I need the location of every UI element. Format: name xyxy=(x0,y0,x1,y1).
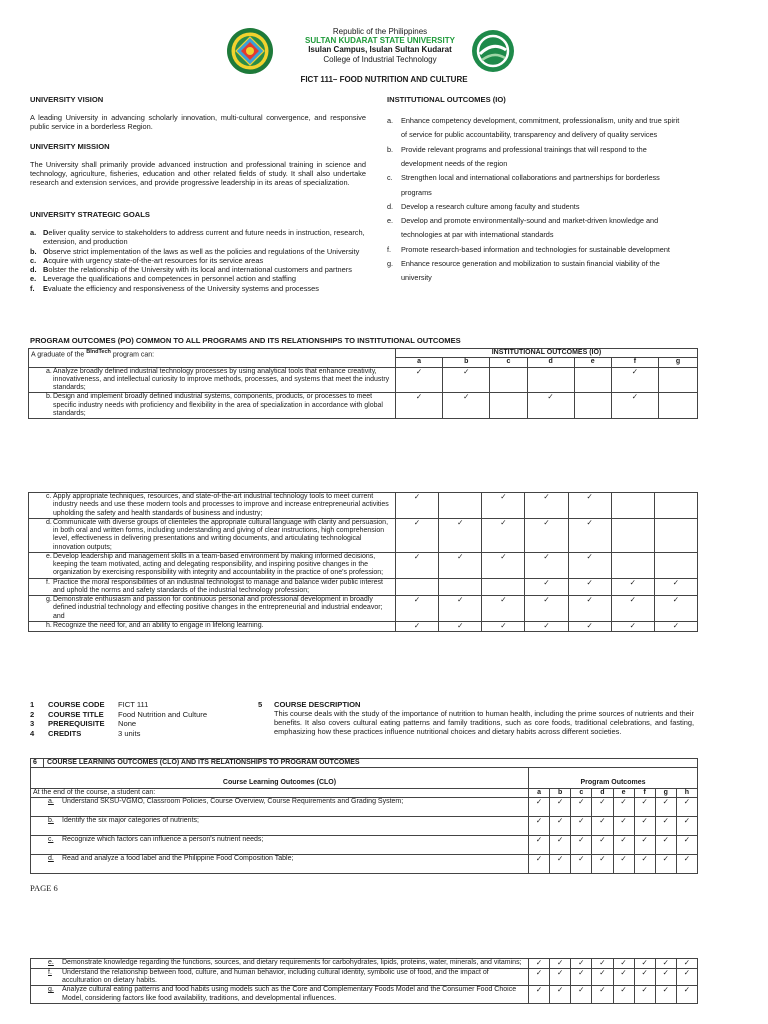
po-check-e: ✓ xyxy=(613,797,634,816)
po-check-a: ✓ xyxy=(529,797,550,816)
clo-text: Understand the relationship between food, culture, and human behavior, including cultural identity, symbolic use of food, and the impact of acculturation on dietary habits. xyxy=(62,968,489,985)
clo-text: Understand SKSU-VGMO, Classroom Policies, Course Overview, Course Requirements and Grading System; xyxy=(62,797,404,805)
mission-section xyxy=(30,142,366,188)
clo-row xyxy=(31,816,698,835)
io-check-f xyxy=(611,518,654,552)
republic-text: Republic of the Philippines xyxy=(332,27,428,36)
io-section xyxy=(387,95,687,286)
io-text: Develop a research culture among faculty and students xyxy=(401,201,580,211)
university-name: SULTAN KUDARAT STATE UNIVERSITY xyxy=(305,36,455,46)
io-check-c: ✓ xyxy=(482,493,525,519)
po-statement xyxy=(29,493,396,519)
io-item xyxy=(387,171,687,200)
po-column-b: b xyxy=(550,788,571,797)
po-column-e: e xyxy=(613,788,634,797)
po-text: Analyze broadly defined industrial technology processes by using analytical tools that enhance creativity, innovativeness, and intellectual curiosity to improve methods, processes, and systems that meet the industry standards; xyxy=(53,367,390,391)
po-column-a: a xyxy=(529,788,550,797)
io-check-f: ✓ xyxy=(611,367,658,393)
po-column-f: f xyxy=(634,788,655,797)
io-check-d: ✓ xyxy=(525,518,568,552)
io-check-a: ✓ xyxy=(396,493,439,519)
po-check-f: ✓ xyxy=(634,968,655,986)
po-section-title: PROGRAM OUTCOMES (PO) COMMON TO ALL PROGRAMS AND ITS RELATIONSHIPS TO INSTITUTIONAL OUTCOMES xyxy=(30,336,461,345)
io-check-a: ✓ xyxy=(396,596,439,622)
goal-initial: L xyxy=(43,274,48,284)
po-row xyxy=(29,493,698,519)
po-check-g: ✓ xyxy=(655,959,676,969)
io-check-c: ✓ xyxy=(482,552,525,578)
po-statement xyxy=(29,578,396,596)
po-check-b: ✓ xyxy=(550,854,571,873)
desc-title: COURSE DESCRIPTION xyxy=(274,700,361,709)
io-check-f: ✓ xyxy=(611,621,654,631)
goals-list xyxy=(30,228,366,293)
course-info-row xyxy=(30,719,260,729)
io-letter: b. xyxy=(387,144,394,154)
io-check-b: ✓ xyxy=(439,552,482,578)
po-check-e: ✓ xyxy=(613,854,634,873)
po-column-d: d xyxy=(592,788,613,797)
po-table-page2 xyxy=(28,492,698,632)
clo-text: Demonstrate knowledge regarding the functions, sources, and dietary requirements for carbohydrates, lipids, proteins, water, minerals, and vitamins; xyxy=(62,959,522,966)
po-row xyxy=(29,393,698,419)
po-check-d: ✓ xyxy=(592,816,613,835)
clo-text: Analyze cultural eating patterns and food habits using models such as the Core and Complementary Foods Model and the Consumer Food Choice Model, considering factors like food availability, traditions, and developmental influences. xyxy=(62,986,517,1002)
po-graduate-intro: A graduate of the $^{BIndTech}$ program can: xyxy=(29,349,396,368)
po-check-f: ✓ xyxy=(634,959,655,969)
io-check-b: ✓ xyxy=(443,393,490,419)
goal-text: valuate the efficiency and responsiveness of the University systems and processes xyxy=(47,283,319,293)
clo-row xyxy=(31,797,698,816)
io-check-g xyxy=(654,552,697,578)
io-column-c: c xyxy=(490,358,527,367)
po-check-b: ✓ xyxy=(550,816,571,835)
po-text: Recognize the need for, and an ability to engage in lifelong learning. xyxy=(53,621,264,629)
po-letter: a. xyxy=(46,367,52,375)
po-check-f: ✓ xyxy=(634,816,655,835)
po-check-a: ✓ xyxy=(529,854,550,873)
po-check-b: ✓ xyxy=(550,797,571,816)
clo-row xyxy=(31,968,698,986)
po-row xyxy=(29,578,698,596)
clo-letter: e. xyxy=(48,959,54,966)
goal-initial: O xyxy=(43,246,49,256)
po-check-g: ✓ xyxy=(655,968,676,986)
clo-letter: b. xyxy=(48,816,54,824)
po-text: Develop leadership and management skills in a team-based environment by making informed decisions, keeping the team motivated, acting and delegating responsibility, and inspiring positive changes in the organization by exercising responsibility with integrity and accountability in the practice of one's profession; xyxy=(53,552,384,577)
po-column-g: g xyxy=(655,788,676,797)
clo-letter: d. xyxy=(48,854,54,862)
po-check-f: ✓ xyxy=(634,797,655,816)
clo-title-row: 6 COURSE LEARNING OUTCOMES (CLO) AND ITS RELATIONSHIPS TO PROGRAM OUTCOMES xyxy=(31,759,698,768)
po-check-b: ✓ xyxy=(550,835,571,854)
po-check-f: ✓ xyxy=(634,986,655,1004)
io-column-g: g xyxy=(659,358,698,367)
po-check-c: ✓ xyxy=(571,816,592,835)
po-check-c: ✓ xyxy=(571,968,592,986)
po-check-b: ✓ xyxy=(550,959,571,969)
po-check-d: ✓ xyxy=(592,959,613,969)
clo-intro: At the end of the course, a student can: xyxy=(31,788,529,797)
course-info-label: COURSE TITLE xyxy=(48,709,104,719)
po-check-g: ✓ xyxy=(655,797,676,816)
io-item xyxy=(387,243,687,257)
goal-item xyxy=(30,265,366,274)
clo-row xyxy=(31,854,698,873)
po-check-a: ✓ xyxy=(529,968,550,986)
io-check-g xyxy=(659,393,698,419)
io-text: Enhance resource generation and mobilization to sustain financial viability of the university xyxy=(401,259,660,283)
io-check-a: ✓ xyxy=(396,552,439,578)
goal-text: olster the relationship of the University with its local and international customers and partners xyxy=(48,265,352,275)
clo-letter: g. xyxy=(48,986,54,994)
po-check-c: ✓ xyxy=(571,797,592,816)
po-letter: f. xyxy=(46,578,50,586)
io-check-e xyxy=(574,393,611,419)
io-check-a: ✓ xyxy=(396,518,439,552)
po-letter: b. xyxy=(46,393,52,401)
po-letter: c. xyxy=(46,493,52,500)
po-check-d: ✓ xyxy=(592,835,613,854)
clo-row xyxy=(31,835,698,854)
io-letter: e. xyxy=(387,216,394,226)
po-letter: d. xyxy=(46,518,52,526)
clo-text: Identify the six major categories of nutrients; xyxy=(62,816,199,824)
goal-letter: b. xyxy=(30,246,37,256)
clo-column-header: Course Learning Outcomes (CLO) xyxy=(31,768,529,788)
page-label: PAGE 6 xyxy=(30,883,58,893)
po-check-h: ✓ xyxy=(676,968,697,986)
po-statement xyxy=(29,596,396,622)
clo-statement xyxy=(31,968,529,986)
io-text: Strengthen local and international collaborations and partnerships for borderless programs xyxy=(401,173,660,197)
goal-text: eliver quality service to stakeholders to address current and future needs in instruction, research, extension, and production xyxy=(43,228,365,247)
io-check-a xyxy=(396,578,439,596)
io-column-header: INSTITUTIONAL OUTCOMES (IO) xyxy=(396,349,698,358)
po-check-g: ✓ xyxy=(655,854,676,873)
io-check-c xyxy=(490,393,527,419)
po-text: Design and implement broadly defined industrial systems, components, products, or processes to meet specific industry needs with proficiency and flexibility in the area of specialization in accordance with global standards; xyxy=(53,393,383,417)
io-text: Develop and promote environmentally-sound and market-driven knowledge and technologies at par with international standards xyxy=(401,216,659,240)
po-letter: h. xyxy=(46,621,52,629)
po-check-h: ✓ xyxy=(676,835,697,854)
clo-statement xyxy=(31,854,529,873)
po-text: Practice the moral responsibilities of an industrial technologist to manage and balance wider public interest and uphold the norms and safety standards of the industrial technology profession; xyxy=(53,578,383,594)
clo-text: Read and analyze a food label and the Philippine Food Composition Table; xyxy=(62,854,294,862)
io-check-d: ✓ xyxy=(525,621,568,631)
io-check-b: ✓ xyxy=(439,596,482,622)
io-column-f: f xyxy=(611,358,658,367)
po-check-e: ✓ xyxy=(613,959,634,969)
io-check-f: ✓ xyxy=(611,578,654,596)
io-check-c: ✓ xyxy=(482,596,525,622)
course-info-row xyxy=(30,710,260,720)
college-name: College of Industrial Technology xyxy=(323,54,437,64)
po-letter: g. xyxy=(46,596,52,603)
clo-letter: c. xyxy=(48,835,54,843)
course-info-row xyxy=(30,700,260,710)
goal-letter: e. xyxy=(30,274,37,284)
po-check-g: ✓ xyxy=(655,986,676,1004)
goal-item xyxy=(30,284,366,293)
po-check-a: ✓ xyxy=(529,959,550,969)
vision-title: UNIVERSITY VISION xyxy=(30,95,104,104)
io-check-c xyxy=(490,367,527,393)
io-check-g: ✓ xyxy=(654,578,697,596)
io-check-b xyxy=(439,493,482,519)
io-check-d: ✓ xyxy=(525,596,568,622)
po-text: Apply appropriate techniques, resources, and state-of-the-art industrial technology tools to meet current industry needs and use these modern tools and processes to improve and increase entrepreneurial activities upholding the safety and health standards of business and industry; xyxy=(53,493,389,517)
clo-statement xyxy=(31,959,529,969)
io-check-a: ✓ xyxy=(396,367,443,393)
io-check-g xyxy=(654,493,697,519)
vision-section xyxy=(30,95,366,132)
po-row xyxy=(29,367,698,393)
io-check-b: ✓ xyxy=(443,367,490,393)
po-check-h: ✓ xyxy=(676,854,697,873)
campus-name: Isulan Campus, Isulan Sultan Kudarat xyxy=(308,45,452,55)
io-letter: g. xyxy=(387,259,394,269)
po-check-b: ✓ xyxy=(550,986,571,1004)
io-check-g: ✓ xyxy=(654,621,697,631)
desc-text: This course deals with the study of the importance of nutrition to human health, including the prime sources of nutrients and their benefits. It also covers cultural eating patterns and family traditions, such as core foods, traditional celebrations, and fasting, emphasizing how these practices influence nutritional choices and dietary habits across different societies. xyxy=(274,709,694,737)
io-check-b: ✓ xyxy=(439,518,482,552)
goal-initial: A xyxy=(43,255,49,265)
io-check-d: ✓ xyxy=(525,493,568,519)
clo-statement xyxy=(31,835,529,854)
po-check-a: ✓ xyxy=(529,986,550,1004)
po-statement xyxy=(29,393,396,419)
po-check-c: ✓ xyxy=(571,835,592,854)
course-info-number: 1 xyxy=(30,700,35,709)
io-letter: d. xyxy=(387,201,394,211)
po-column-c: c xyxy=(571,788,592,797)
po-check-c: ✓ xyxy=(571,959,592,969)
po-check-e: ✓ xyxy=(613,968,634,986)
po-check-a: ✓ xyxy=(529,816,550,835)
goal-text: everage the qualifications and competences in personnel action and staffing xyxy=(47,274,296,284)
io-check-f: ✓ xyxy=(611,393,658,419)
po-check-h: ✓ xyxy=(676,959,697,969)
po-check-h: ✓ xyxy=(676,986,697,1004)
goals-title: UNIVERSITY STRATEGIC GOALS xyxy=(30,210,150,219)
po-check-e: ✓ xyxy=(613,816,634,835)
po-check-a: ✓ xyxy=(529,835,550,854)
clo-table-page2 xyxy=(30,958,698,1004)
io-check-a: ✓ xyxy=(396,621,439,631)
io-check-b xyxy=(439,578,482,596)
course-description xyxy=(258,700,694,736)
po-check-g: ✓ xyxy=(655,816,676,835)
io-check-d: ✓ xyxy=(525,578,568,596)
po-text: Demonstrate enthusiasm and passion for continuous personal and professional development in broadly defined industrial technology and effecting positive changes in the entrepreneurial and industrial endeavor; and xyxy=(53,596,383,620)
io-letter: f. xyxy=(387,244,392,254)
goal-text: cquire with urgency state-of-the-art resources for its service areas xyxy=(48,255,264,265)
goal-letter: d. xyxy=(30,265,37,275)
course-info-label: PREREQUISITE xyxy=(48,719,105,728)
io-check-g: ✓ xyxy=(654,596,697,622)
clo-row xyxy=(31,959,698,969)
io-check-c xyxy=(482,578,525,596)
program-outcomes-header: Program Outcomes xyxy=(529,768,698,788)
io-column-e: e xyxy=(574,358,611,367)
po-statement xyxy=(29,621,396,631)
po-row xyxy=(29,621,698,631)
io-check-c: ✓ xyxy=(482,518,525,552)
goal-letter: c. xyxy=(30,255,37,265)
io-column-b: b xyxy=(443,358,490,367)
course-info-number: 4 xyxy=(30,728,35,738)
college-logo xyxy=(471,29,515,73)
goal-item xyxy=(30,274,366,283)
io-text: Promote research-based information and technologies for sustainable development xyxy=(401,244,670,254)
clo-statement xyxy=(31,986,529,1004)
mission-text: The University shall primarily provide advanced instruction and professional training in science and technology, agriculture, fisheries, education and other related fields of study. It shall also undertake research and extension services, and provide progressive leadership in its areas of specialization. xyxy=(30,160,366,187)
po-row xyxy=(29,596,698,622)
po-statement xyxy=(29,367,396,393)
io-check-g xyxy=(654,518,697,552)
io-letter: a. xyxy=(387,116,394,126)
po-check-c: ✓ xyxy=(571,854,592,873)
goals-section xyxy=(30,210,366,293)
po-check-f: ✓ xyxy=(634,854,655,873)
io-check-f xyxy=(611,552,654,578)
po-check-g: ✓ xyxy=(655,835,676,854)
goal-letter: a. xyxy=(30,228,37,238)
course-info-number: 3 xyxy=(30,719,35,728)
io-check-e: ✓ xyxy=(568,493,611,519)
course-info-row xyxy=(30,729,260,739)
io-check-d: ✓ xyxy=(527,393,574,419)
io-check-d xyxy=(527,367,574,393)
course-info-label: CREDITS xyxy=(48,728,82,738)
course-info-value: None xyxy=(118,719,137,728)
po-check-e: ✓ xyxy=(613,835,634,854)
io-letter: c. xyxy=(387,173,393,183)
clo-row xyxy=(31,986,698,1004)
po-column-h: h xyxy=(676,788,697,797)
po-check-h: ✓ xyxy=(676,797,697,816)
po-letter: e. xyxy=(46,552,52,560)
po-statement xyxy=(29,518,396,552)
clo-letter: f. xyxy=(48,968,52,976)
io-title: INSTITUTIONAL OUTCOMES (IO) xyxy=(387,95,506,104)
course-heading: FICT 111– FOOD NUTRITION AND CULTURE xyxy=(300,75,468,84)
po-check-b: ✓ xyxy=(550,968,571,986)
goal-text: bserve strict implementation of the laws as well as the policies and regulations of the University xyxy=(48,246,360,256)
desc-number: 5 xyxy=(258,700,263,709)
course-info-value: Food Nutrition and Culture xyxy=(118,709,208,719)
io-check-e: ✓ xyxy=(568,518,611,552)
io-check-a: ✓ xyxy=(396,393,443,419)
clo-letter: a. xyxy=(48,797,54,805)
io-check-b: ✓ xyxy=(439,621,482,631)
io-check-g xyxy=(659,367,698,393)
io-check-e: ✓ xyxy=(568,552,611,578)
po-check-d: ✓ xyxy=(592,986,613,1004)
po-text: Communicate with diverse groups of clienteles the appropriate cultural language with clarity and persuasion, in both oral and written forms, including understanding and giving of clear instructions, high comprehension level, effectiveness in delivering presentations and writing documents, and articulating technological innovation outputs; xyxy=(53,518,389,551)
io-item xyxy=(387,143,687,172)
course-info-value: FICT 111 xyxy=(118,700,149,709)
po-check-c: ✓ xyxy=(571,986,592,1004)
goal-item xyxy=(30,256,366,265)
goal-item xyxy=(30,247,366,256)
po-check-d: ✓ xyxy=(592,854,613,873)
io-column-d: d xyxy=(527,358,574,367)
io-check-f: ✓ xyxy=(611,596,654,622)
clo-statement xyxy=(31,797,529,816)
io-check-c: ✓ xyxy=(482,621,525,631)
po-row xyxy=(29,518,698,552)
goal-initial: D xyxy=(43,228,49,238)
po-check-e: ✓ xyxy=(613,986,634,1004)
io-check-e: ✓ xyxy=(568,621,611,631)
io-list xyxy=(387,114,687,286)
course-info xyxy=(30,700,260,738)
po-check-d: ✓ xyxy=(592,797,613,816)
po-check-f: ✓ xyxy=(634,835,655,854)
mission-title: UNIVERSITY MISSION xyxy=(30,142,110,151)
course-info-label: COURSE CODE xyxy=(48,700,105,709)
course-info-number: 2 xyxy=(30,709,35,719)
clo-text: Recognize which factors can influence a person's nutrient needs; xyxy=(62,835,264,843)
goal-letter: f. xyxy=(30,283,35,293)
po-statement xyxy=(29,552,396,578)
course-info-value: 3 units xyxy=(118,728,141,738)
io-item xyxy=(387,200,687,214)
io-check-e: ✓ xyxy=(568,578,611,596)
goal-initial: B xyxy=(43,265,49,275)
io-text: Enhance competency development, commitment, professionalism, unity and true spirit of service for public accountability, transparency and delivery of quality services xyxy=(401,116,680,140)
po-check-h: ✓ xyxy=(676,816,697,835)
po-check-d: ✓ xyxy=(592,968,613,986)
io-item xyxy=(387,214,687,243)
po-table-page1 xyxy=(28,348,698,419)
clo-table-page1 xyxy=(30,758,698,874)
goal-item xyxy=(30,228,366,247)
clo-statement xyxy=(31,816,529,835)
po-row xyxy=(29,552,698,578)
vision-text: A leading University in advancing scholarly innovation, multi-cultural convergence, and responsive public service in a borderless Region. xyxy=(30,113,366,131)
io-check-d: ✓ xyxy=(525,552,568,578)
goal-initial: E xyxy=(43,283,48,293)
io-column-a: a xyxy=(396,358,443,367)
io-check-e: ✓ xyxy=(568,596,611,622)
io-item xyxy=(387,257,687,286)
io-check-e xyxy=(574,367,611,393)
io-item xyxy=(387,114,687,143)
io-check-f xyxy=(611,493,654,519)
io-text: Provide relevant programs and professional trainings that will respond to the development needs of the region xyxy=(401,144,647,168)
